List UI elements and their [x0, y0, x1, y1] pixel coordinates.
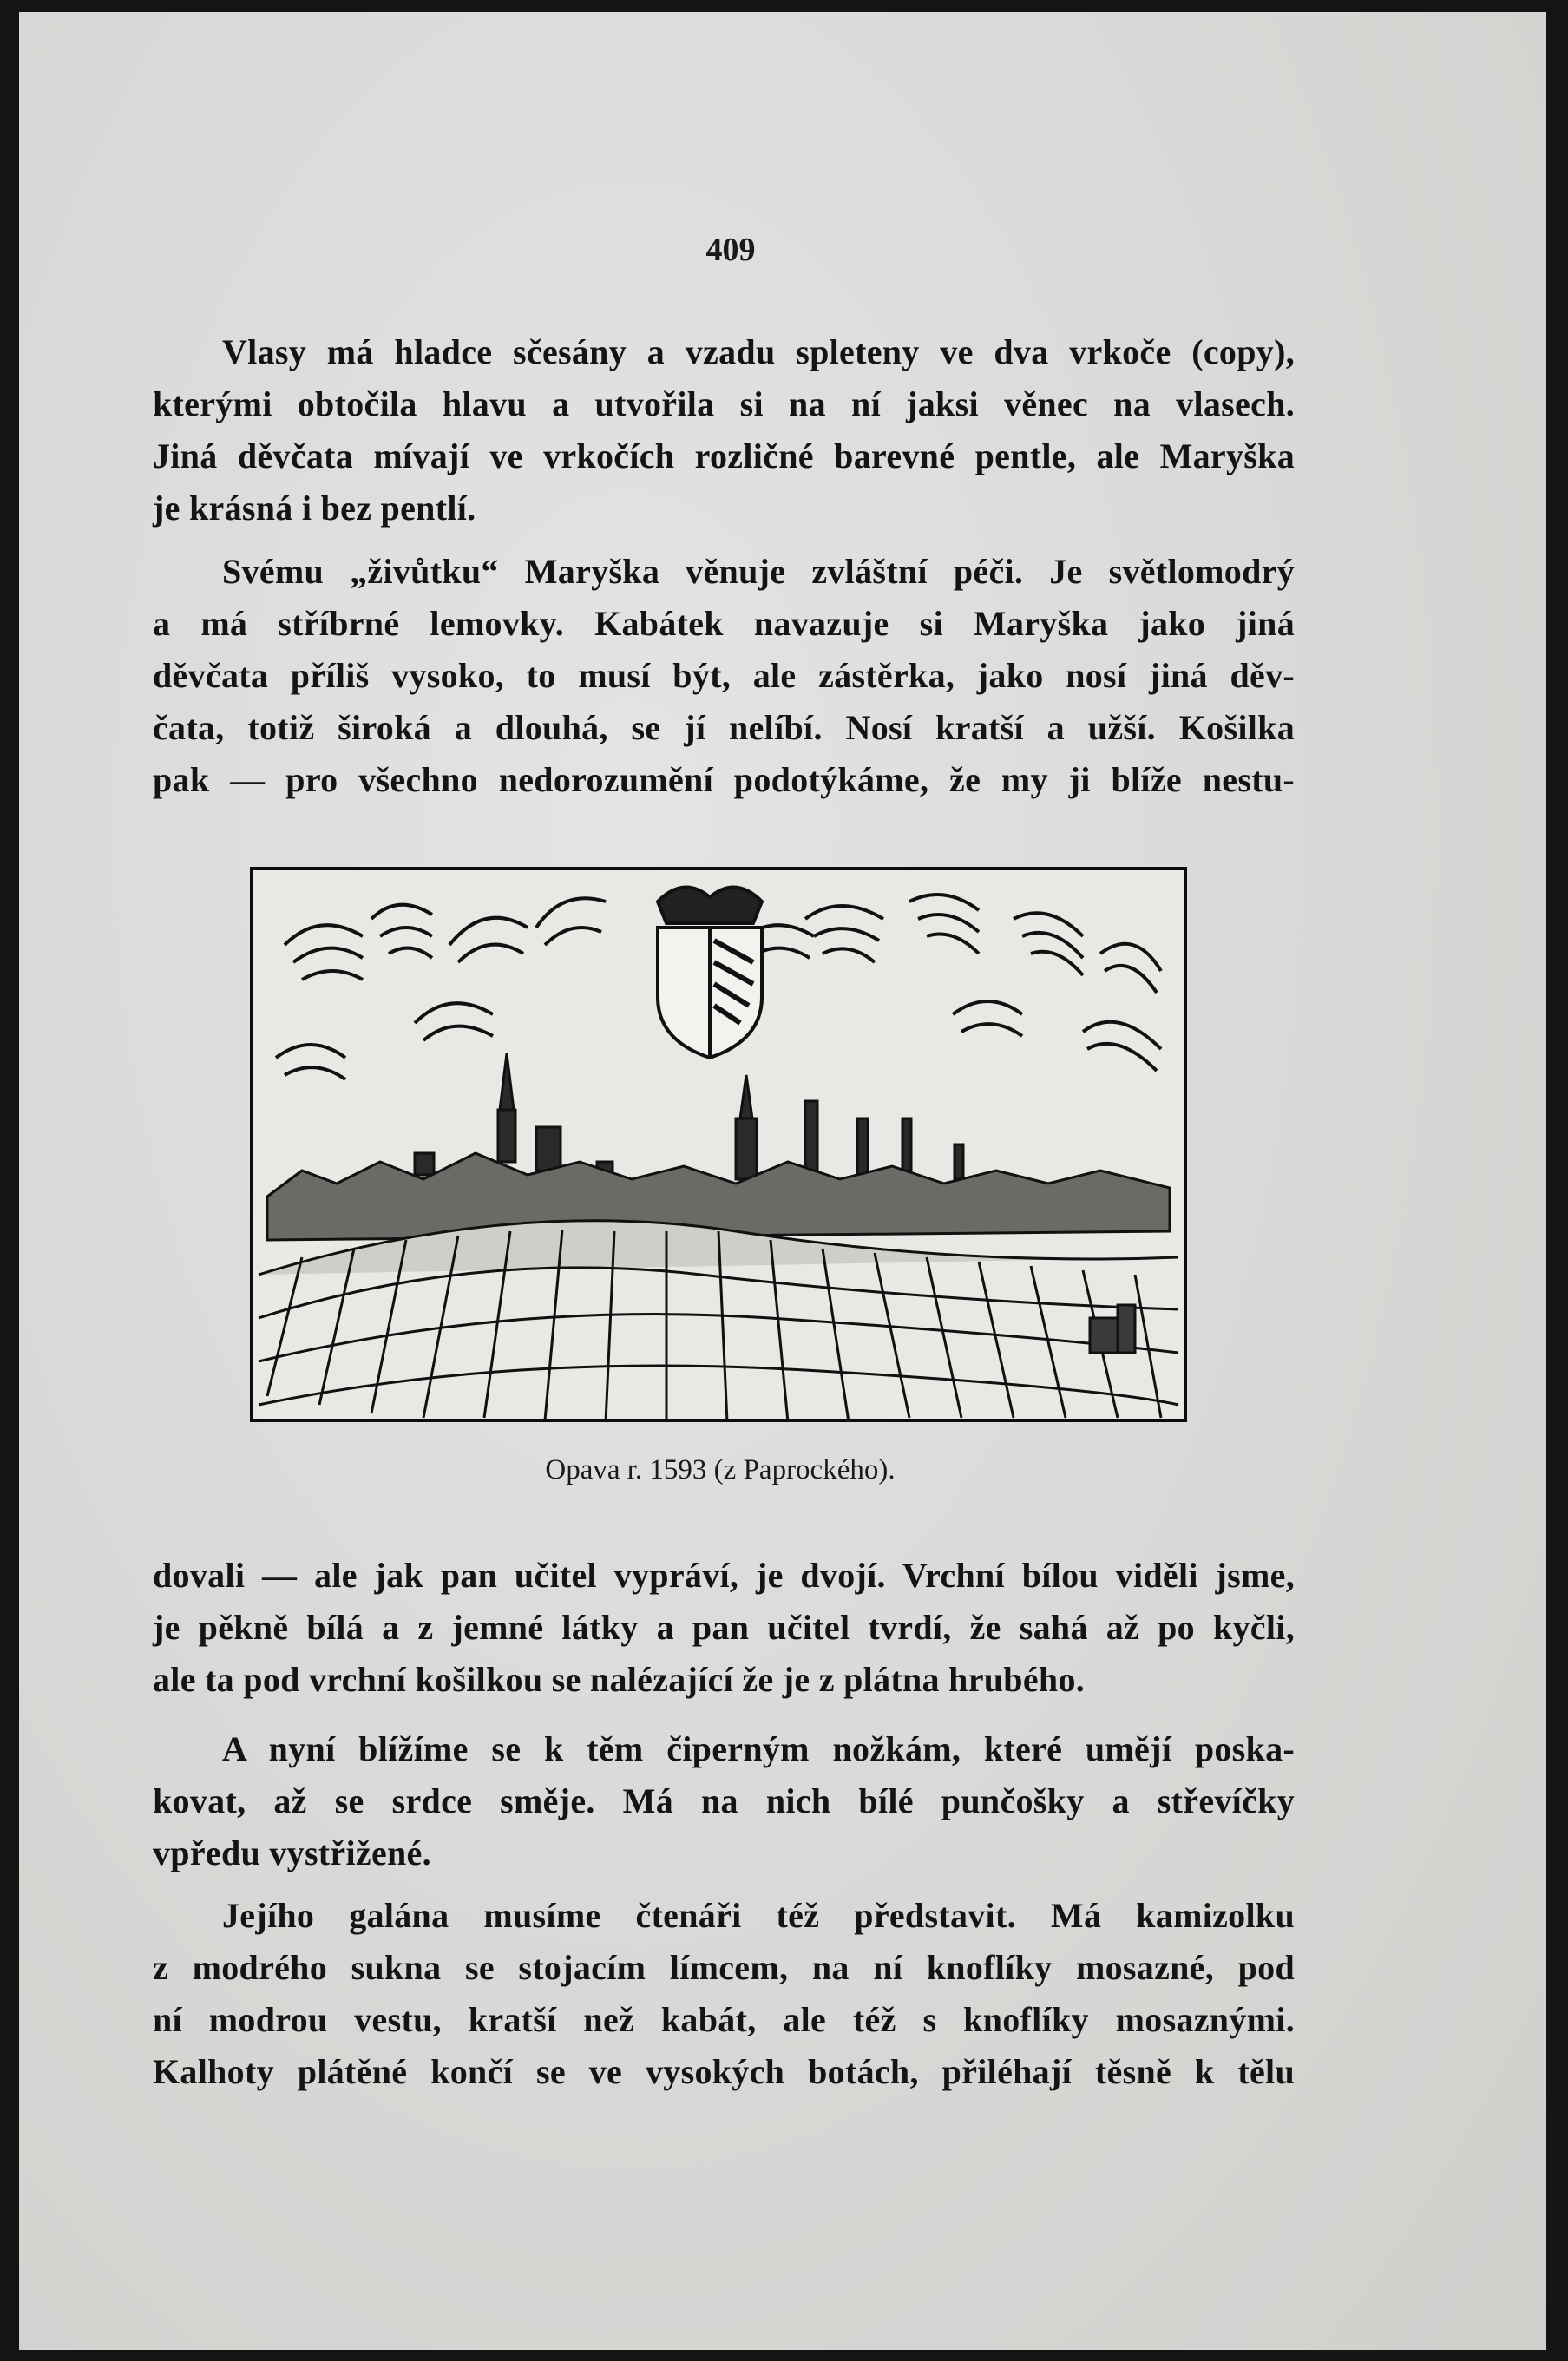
coat-of-arms	[658, 888, 762, 1058]
figure-caption: Opava r. 1593 (z Paprockého).	[545, 1454, 896, 1485]
text-line: ní modrou vestu, kratší než kabát, ale též s knoflíky mosaznými.	[153, 2000, 1295, 2039]
text-line: Jejího galána musíme čtenáři též představit. Má kamizolku	[222, 1896, 1295, 1935]
book-page	[19, 12, 1546, 2350]
text-line: Kalhoty plátěné končí se ve vysokých botách, přiléhají těsně k tělu	[153, 2052, 1295, 2091]
text-line: Jiná děvčata mívají ve vrkočích rozličné barevné pentle, ale Maryška	[153, 436, 1295, 475]
text-line: dovali — ale jak pan učitel vypráví, je dvojí. Vrchní bílou viděli jsme,	[153, 1556, 1295, 1595]
text-line: pak — pro všechno nedorozumění podotýkáme, že my ji blíže nestu-	[153, 760, 1295, 799]
text-line: A nyní blížíme se k těm čiperným nožkám, které umějí poska-	[222, 1729, 1295, 1768]
paragraph	[153, 1550, 1295, 1706]
page-number: 409	[705, 232, 756, 268]
paragraph	[153, 326, 1295, 535]
text-line: ale ta pod vrchní košilkou se nalézající že je z plátna hrubého.	[153, 1660, 1086, 1699]
text-line: kterými obtočila hlavu a utvořila si na ní jaksi věnec na vlasech.	[153, 384, 1295, 423]
text-line: Vlasy má hladce sčesány a vzadu spleteny ve dva vrkoče (copy),	[222, 332, 1295, 371]
text-line: kovat, až se srdce směje. Má na nich bílé punčošky a střevíčky	[153, 1781, 1295, 1820]
woodcut-illustration	[250, 867, 1187, 1422]
text-line: z modrého sukna se stojacím límcem, na ní knoflíky mosazné, pod	[153, 1948, 1295, 1987]
text-line: děvčata příliš vysoko, to musí být, ale zástěrka, jako nosí jiná děv-	[153, 656, 1295, 695]
text-line: čata, totiž široká a dlouhá, se jí nelíbí. Nosí kratší a užší. Košilka	[153, 708, 1295, 747]
text-line: je pěkně bílá a z jemné látky a pan učitel tvrdí, že sahá až po kyčli,	[153, 1608, 1295, 1647]
paragraph	[153, 1723, 1295, 1879]
paragraph	[153, 546, 1295, 806]
text-line: Svému „živůtku“ Maryška věnuje zvláštní péči. Je světlomodrý	[222, 552, 1295, 591]
text-line: je krásná i bez pentlí.	[153, 489, 476, 528]
text-line: vpředu vystřižené.	[153, 1833, 431, 1872]
paragraph	[153, 1890, 1295, 2098]
text-line: a má stříbrné lemovky. Kabátek navazuje si Maryška jako jiná	[153, 604, 1295, 643]
